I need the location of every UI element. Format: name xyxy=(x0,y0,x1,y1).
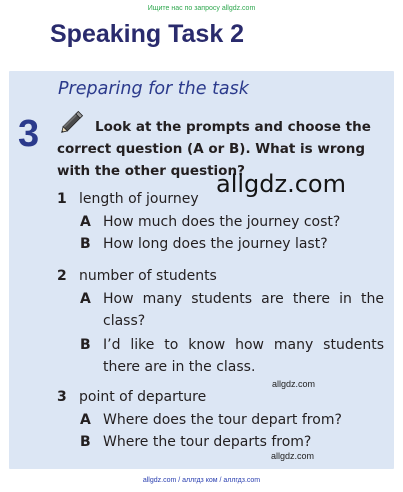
section-subtitle: Preparing for the task xyxy=(58,79,249,99)
option-text: Where the tour departs from? xyxy=(103,434,312,450)
item-prompt: point of departure xyxy=(79,389,207,405)
option-text-continued: class? xyxy=(103,313,146,329)
item-number: 3 xyxy=(57,389,67,405)
option-letter: A xyxy=(80,412,91,428)
option-letter: A xyxy=(80,214,91,230)
option-letter: A xyxy=(80,291,91,307)
option-text: I’d like to know how many students xyxy=(103,337,384,353)
option-text-continued: there are in the class. xyxy=(103,359,256,375)
option-letter: B xyxy=(80,337,91,353)
option-text: Where does the tour depart from? xyxy=(103,412,342,428)
item-number: 1 xyxy=(57,191,67,207)
watermark-small: allgdz.com xyxy=(271,451,315,461)
option-letter: B xyxy=(80,434,91,450)
top-watermark-note: Ищите нас по запросу allgdz.com xyxy=(147,5,256,12)
item-number: 2 xyxy=(57,268,67,284)
item-prompt: length of journey xyxy=(79,191,199,207)
watermark-large: allgdz.com xyxy=(216,170,346,198)
task-number: 3 xyxy=(18,113,40,155)
option-text: How long does the journey last? xyxy=(103,236,328,252)
page-title: Speaking Task 2 xyxy=(50,20,245,48)
option-text: How many students are there in the xyxy=(103,291,384,307)
option-letter: B xyxy=(80,236,91,252)
watermark-small: allgdz.com xyxy=(272,379,316,389)
footer-watermark: allgdz.com / аллгдз ком / аллгдз.com xyxy=(142,477,261,484)
task-instruction: Look at the prompts and choose the correct question (A or B). What is wrong with the other question? xyxy=(57,119,371,179)
item-prompt: number of students xyxy=(79,268,217,284)
option-text: How much does the journey cost? xyxy=(103,214,341,230)
